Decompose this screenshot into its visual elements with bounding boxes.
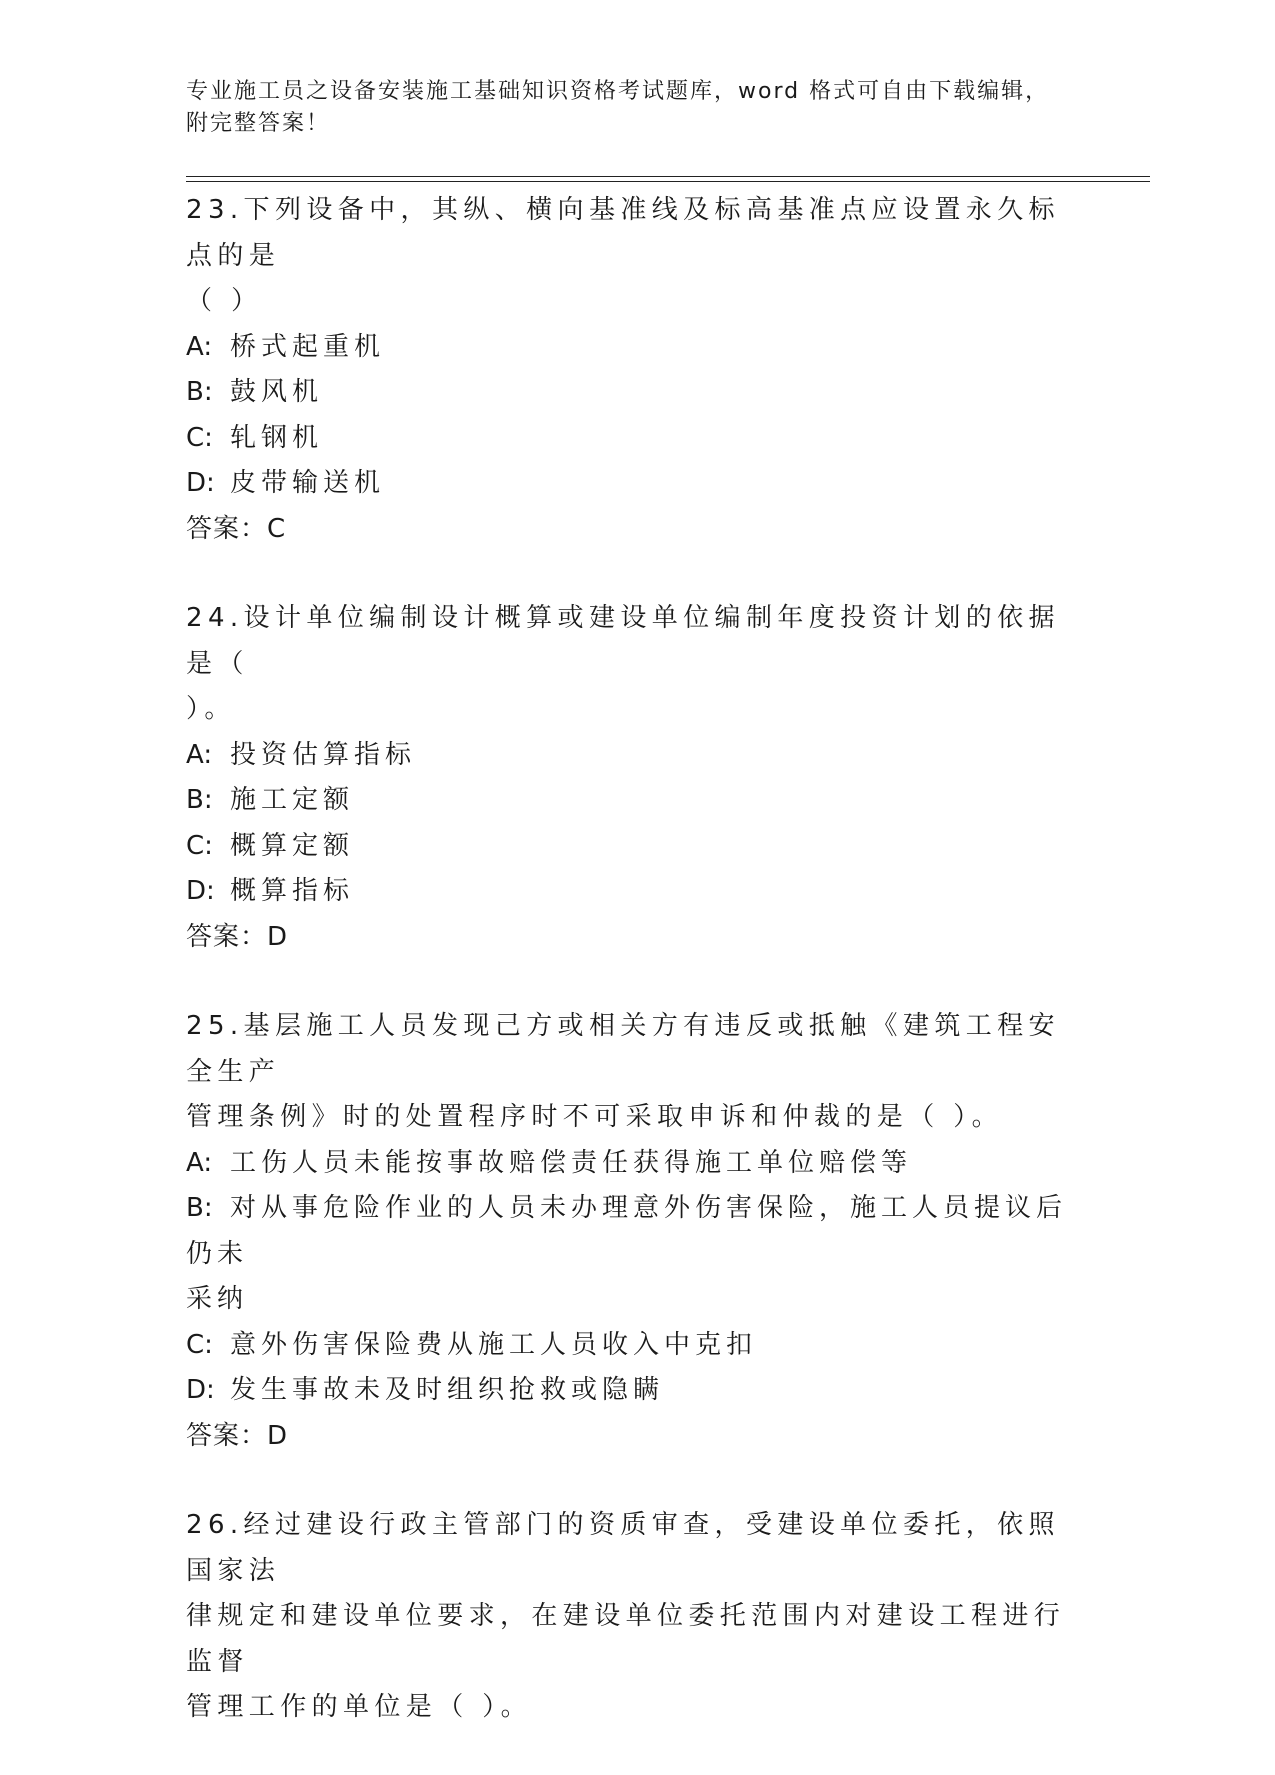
option-text: 概算定额 <box>230 830 355 861</box>
option-a <box>186 325 1086 371</box>
question-stem: 24.设计单位编制设计概算或建设单位编制年度投资计划的依据是（ <box>186 603 1060 679</box>
option-text: 意外伤害保险费从施工人员收入中克扣 <box>230 1329 758 1360</box>
header-line-1: 专业施工员之设备安装施工基础知识资格考试题库，word 格式可自由下载编辑， <box>186 79 1050 104</box>
answer-line: 答案：D <box>186 921 289 952</box>
option-text: 轧钢机 <box>230 422 324 453</box>
option-text: 皮带输送机 <box>230 468 386 498</box>
option-b <box>186 1186 1086 1277</box>
header-line-2: 附完整答案！ <box>186 111 331 136</box>
option-key: A: <box>186 331 213 362</box>
answer-line: 答案：D <box>186 1420 289 1451</box>
option-d <box>186 869 1086 915</box>
question-23 <box>186 188 1086 552</box>
option-text: 概算指标 <box>230 876 355 906</box>
option-text: 发生事故未及时组织抢救或隐瞒 <box>230 1375 665 1405</box>
option-text: 对从事危险作业的人员未办理意外伤害保险，施工人员提议后仍未 <box>186 1193 1068 1269</box>
option-a <box>186 1141 1086 1187</box>
option-d <box>186 461 1086 507</box>
option-key: C: <box>186 422 213 453</box>
question-stem: 23.下列设备中，其纵、横向基准线及标高基准点应设置永久标点的是 <box>186 195 1060 271</box>
question-stem: ）。 <box>186 694 236 724</box>
question-stem: 25.基层施工人员发现己方或相关方有违反或抵触《建筑工程安全生产 <box>186 1011 1060 1087</box>
header-divider-top <box>186 176 1150 177</box>
option-text: 施工定额 <box>230 785 355 815</box>
question-stem: 管理条例》时的处置程序时不可采取申诉和仲裁的是（ ）。 <box>186 1102 1004 1132</box>
option-b <box>186 778 1086 824</box>
option-text: 桥式起重机 <box>230 331 386 362</box>
option-key: C: <box>186 830 213 861</box>
question-24 <box>186 596 1086 960</box>
question-stem: 律规定和建设单位要求，在建设单位委托范围内对建设工程进行监督 <box>186 1601 1066 1677</box>
question-stem: 26.经过建设行政主管部门的资质审查，受建设单位委托，依照国家法 <box>186 1510 1060 1586</box>
option-key: D: <box>186 876 215 906</box>
option-d <box>186 1368 1086 1414</box>
option-key: A: <box>186 739 213 770</box>
header-divider-bottom <box>186 181 1150 182</box>
option-c <box>186 1323 1086 1369</box>
option-text: 工伤人员未能按事故赔偿责任获得施工单位赔偿等 <box>230 1147 913 1178</box>
question-stem: （ ） <box>186 286 263 316</box>
option-b-continuation: 采纳 <box>186 1284 249 1314</box>
question-list <box>186 188 1086 1775</box>
option-c <box>186 416 1086 462</box>
option-a <box>186 733 1086 779</box>
option-c <box>186 824 1086 870</box>
document-header <box>186 76 1066 140</box>
option-text: 鼓风机 <box>230 377 324 407</box>
answer-line: 答案：C <box>186 513 287 544</box>
option-key: B: <box>186 785 213 815</box>
option-text: 投资估算指标 <box>230 739 417 770</box>
question-25 <box>186 1004 1086 1459</box>
option-key: A: <box>186 1147 213 1178</box>
question-stem: 管理工作的单位是（ ）。 <box>186 1692 533 1722</box>
option-key: D: <box>186 468 215 498</box>
option-key: D: <box>186 1375 215 1405</box>
question-26 <box>186 1503 1086 1731</box>
option-key: B: <box>186 377 213 407</box>
option-b <box>186 370 1086 416</box>
option-key: B: <box>186 1193 213 1223</box>
option-key: C: <box>186 1329 213 1360</box>
